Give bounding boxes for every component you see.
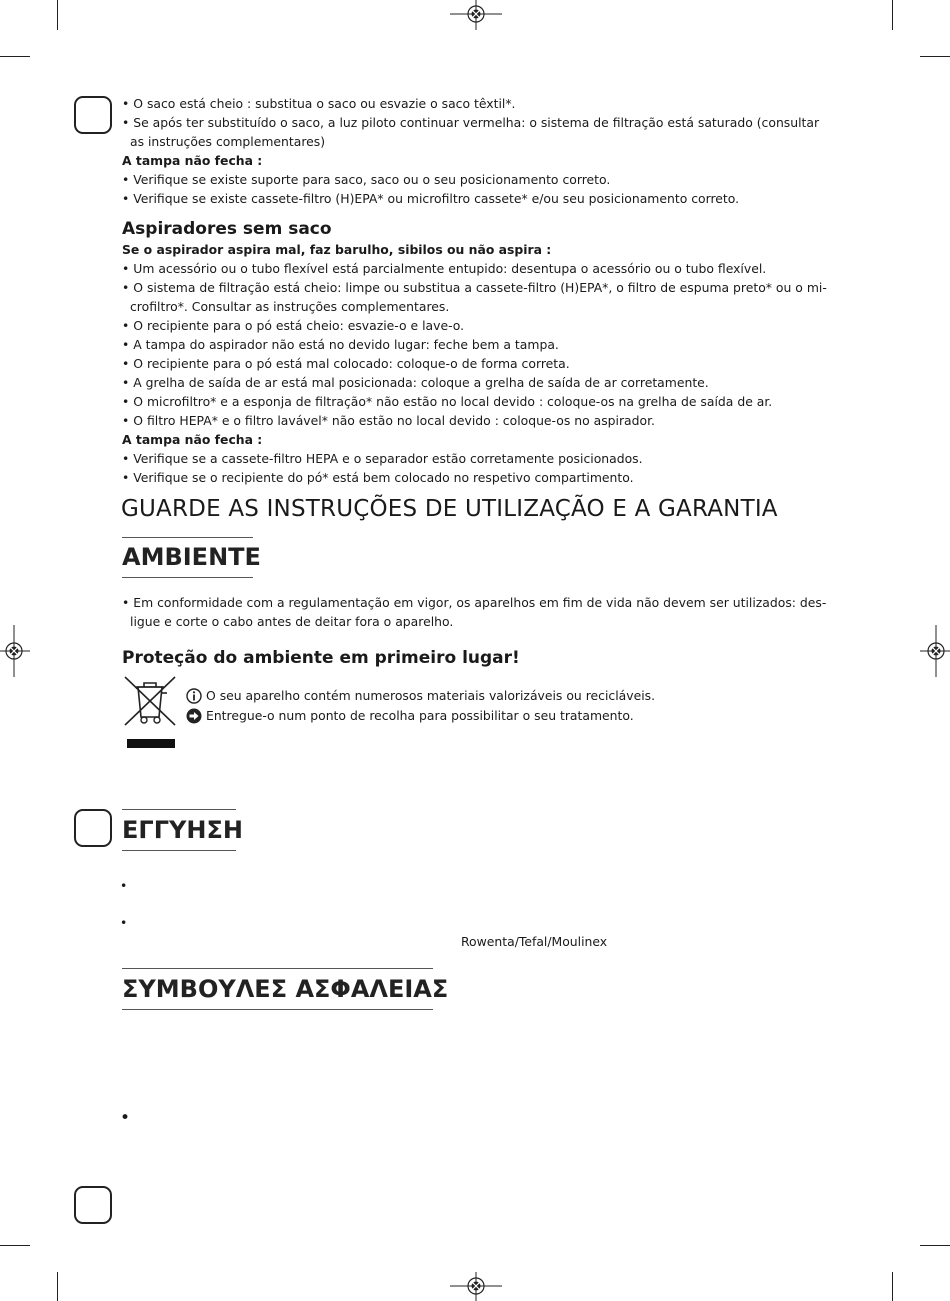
heading-rule: [122, 1009, 433, 1010]
lid-subheading: A tampa não fecha :: [122, 153, 263, 168]
registration-mark-icon: [920, 625, 950, 677]
list-item: • O microfiltro* e a esponja de filtração* não estão no local devido : coloque-os na grelha de saída de ar.: [122, 392, 827, 411]
list-item: • Se após ter substituído o saco, a luz piloto continuar vermelha: o sistema de filtração está saturado (consultar: [122, 113, 819, 132]
crossed-out-wheelie-bin-icon: [122, 673, 178, 751]
list-item: • Verifique se existe suporte para saco, saco ou o seu posicionamento correto.: [122, 170, 819, 189]
list-item: • Verifique se a cassete-filtro HEPA e o separador estão corretamente posicionados.: [122, 449, 827, 468]
crop-mark: [920, 56, 950, 57]
list-item-continuation: as instruções complementares): [130, 134, 326, 149]
heading-rule: [122, 577, 253, 578]
heading-rule: [122, 809, 236, 810]
list-item: • Em conformidade com a regulamentação em vigor, os aparelhos em fim de vida não devem ser utilizados: des-: [122, 593, 826, 612]
list-item: • Verifique se o recipiente do pó* está bem colocado no respetivo compartimento.: [122, 468, 827, 487]
heading-rule: [122, 850, 236, 851]
list-item: • O saco está cheio : substitua o saco ou esvazie o saco têxtil*.: [122, 94, 819, 113]
list-item-continuation: ligue e corte o cabo antes de deitar fora o aparelho.: [130, 614, 454, 629]
environment-subheading: Proteção do ambiente em primeiro lugar!: [122, 648, 520, 668]
heading-rule: [122, 968, 433, 969]
bag-section: [122, 94, 819, 208]
crop-mark: [920, 1245, 950, 1246]
registration-mark-icon: [0, 625, 30, 677]
language-tab: [74, 809, 112, 847]
lid-subheading: A tampa não fecha :: [122, 432, 263, 447]
list-item: • O recipiente para o pó está cheio: esvazie-o e lave-o.: [122, 316, 827, 335]
crop-mark: [57, 1272, 58, 1301]
list-item: [120, 913, 131, 932]
crop-mark: [892, 0, 893, 30]
list-item: • Um acessório ou o tubo flexível está parcialmente entupido: desentupa o acessório ou o tubo flexível.: [122, 259, 827, 278]
crop-mark: [892, 1272, 893, 1301]
guarantee-heading: GUARDE AS INSTRUÇÕES DE UTILIZAÇÃO E A GARANTIA: [121, 496, 778, 522]
list-item: • A grelha de saída de ar está mal posicionada: coloque a grelha de saída de ar corretamente.: [122, 373, 827, 392]
crop-mark: [57, 0, 58, 30]
right-arrow-circle-icon: [186, 708, 202, 724]
list-item: • Verifique se existe cassete-filtro (H)EPA* ou microfiltro cassete* e/ou seu posicionamento correto.: [122, 189, 819, 208]
list-item: • A tampa do aspirador não está no devido lugar: feche bem a tampa.: [122, 335, 827, 354]
bagless-subheading: Se o aspirador aspira mal, faz barulho, sibilos ou não aspira :: [122, 242, 552, 257]
list-item: • O recipiente para o pó está mal colocado: coloque-o de forma correta.: [122, 354, 827, 373]
list-item: • O filtro HEPA* e o filtro lavável* não estão no local devido : coloque-os no aspirador.: [122, 411, 827, 430]
heading-rule: [122, 537, 253, 538]
list-item-continuation: crofiltro*. Consultar as instruções complementares.: [130, 299, 450, 314]
info-circle-icon: [186, 688, 202, 704]
registration-mark-icon: [450, 0, 502, 30]
page-number-tab: [74, 1186, 112, 1224]
list-item: • O sistema de filtração está cheio: limpe ou substitua a cassete-filtro (H)EPA*, o filtro de espuma preto* ou o mi-: [122, 278, 827, 297]
greek-safety-heading: ΣΥΜΒΟΥΛΕΣ ΑΣΦΑΛΕΙΑΣ: [122, 975, 449, 1003]
environment-text: [122, 593, 826, 631]
crop-mark: [0, 1245, 30, 1246]
info-text: O seu aparelho contém numerosos materiais valorizáveis ou recicláveis.: [206, 688, 656, 703]
bagless-section: [122, 240, 827, 487]
registration-mark-icon: [450, 1272, 502, 1301]
environment-heading: AMBIENTE: [122, 543, 261, 571]
arrow-text: Entregue-o num ponto de recolha para possibilitar o seu tratamento.: [206, 708, 634, 723]
list-item: [120, 876, 131, 895]
list-item: •: [120, 1108, 131, 1128]
crop-mark: [0, 56, 30, 57]
language-tab: [74, 96, 112, 134]
brand-text: Rowenta/Tefal/Moulinex: [461, 934, 608, 949]
bagless-heading: Aspiradores sem saco: [122, 219, 332, 239]
greek-guarantee-heading: ΕΓΓΥΗΣΗ: [122, 816, 243, 844]
